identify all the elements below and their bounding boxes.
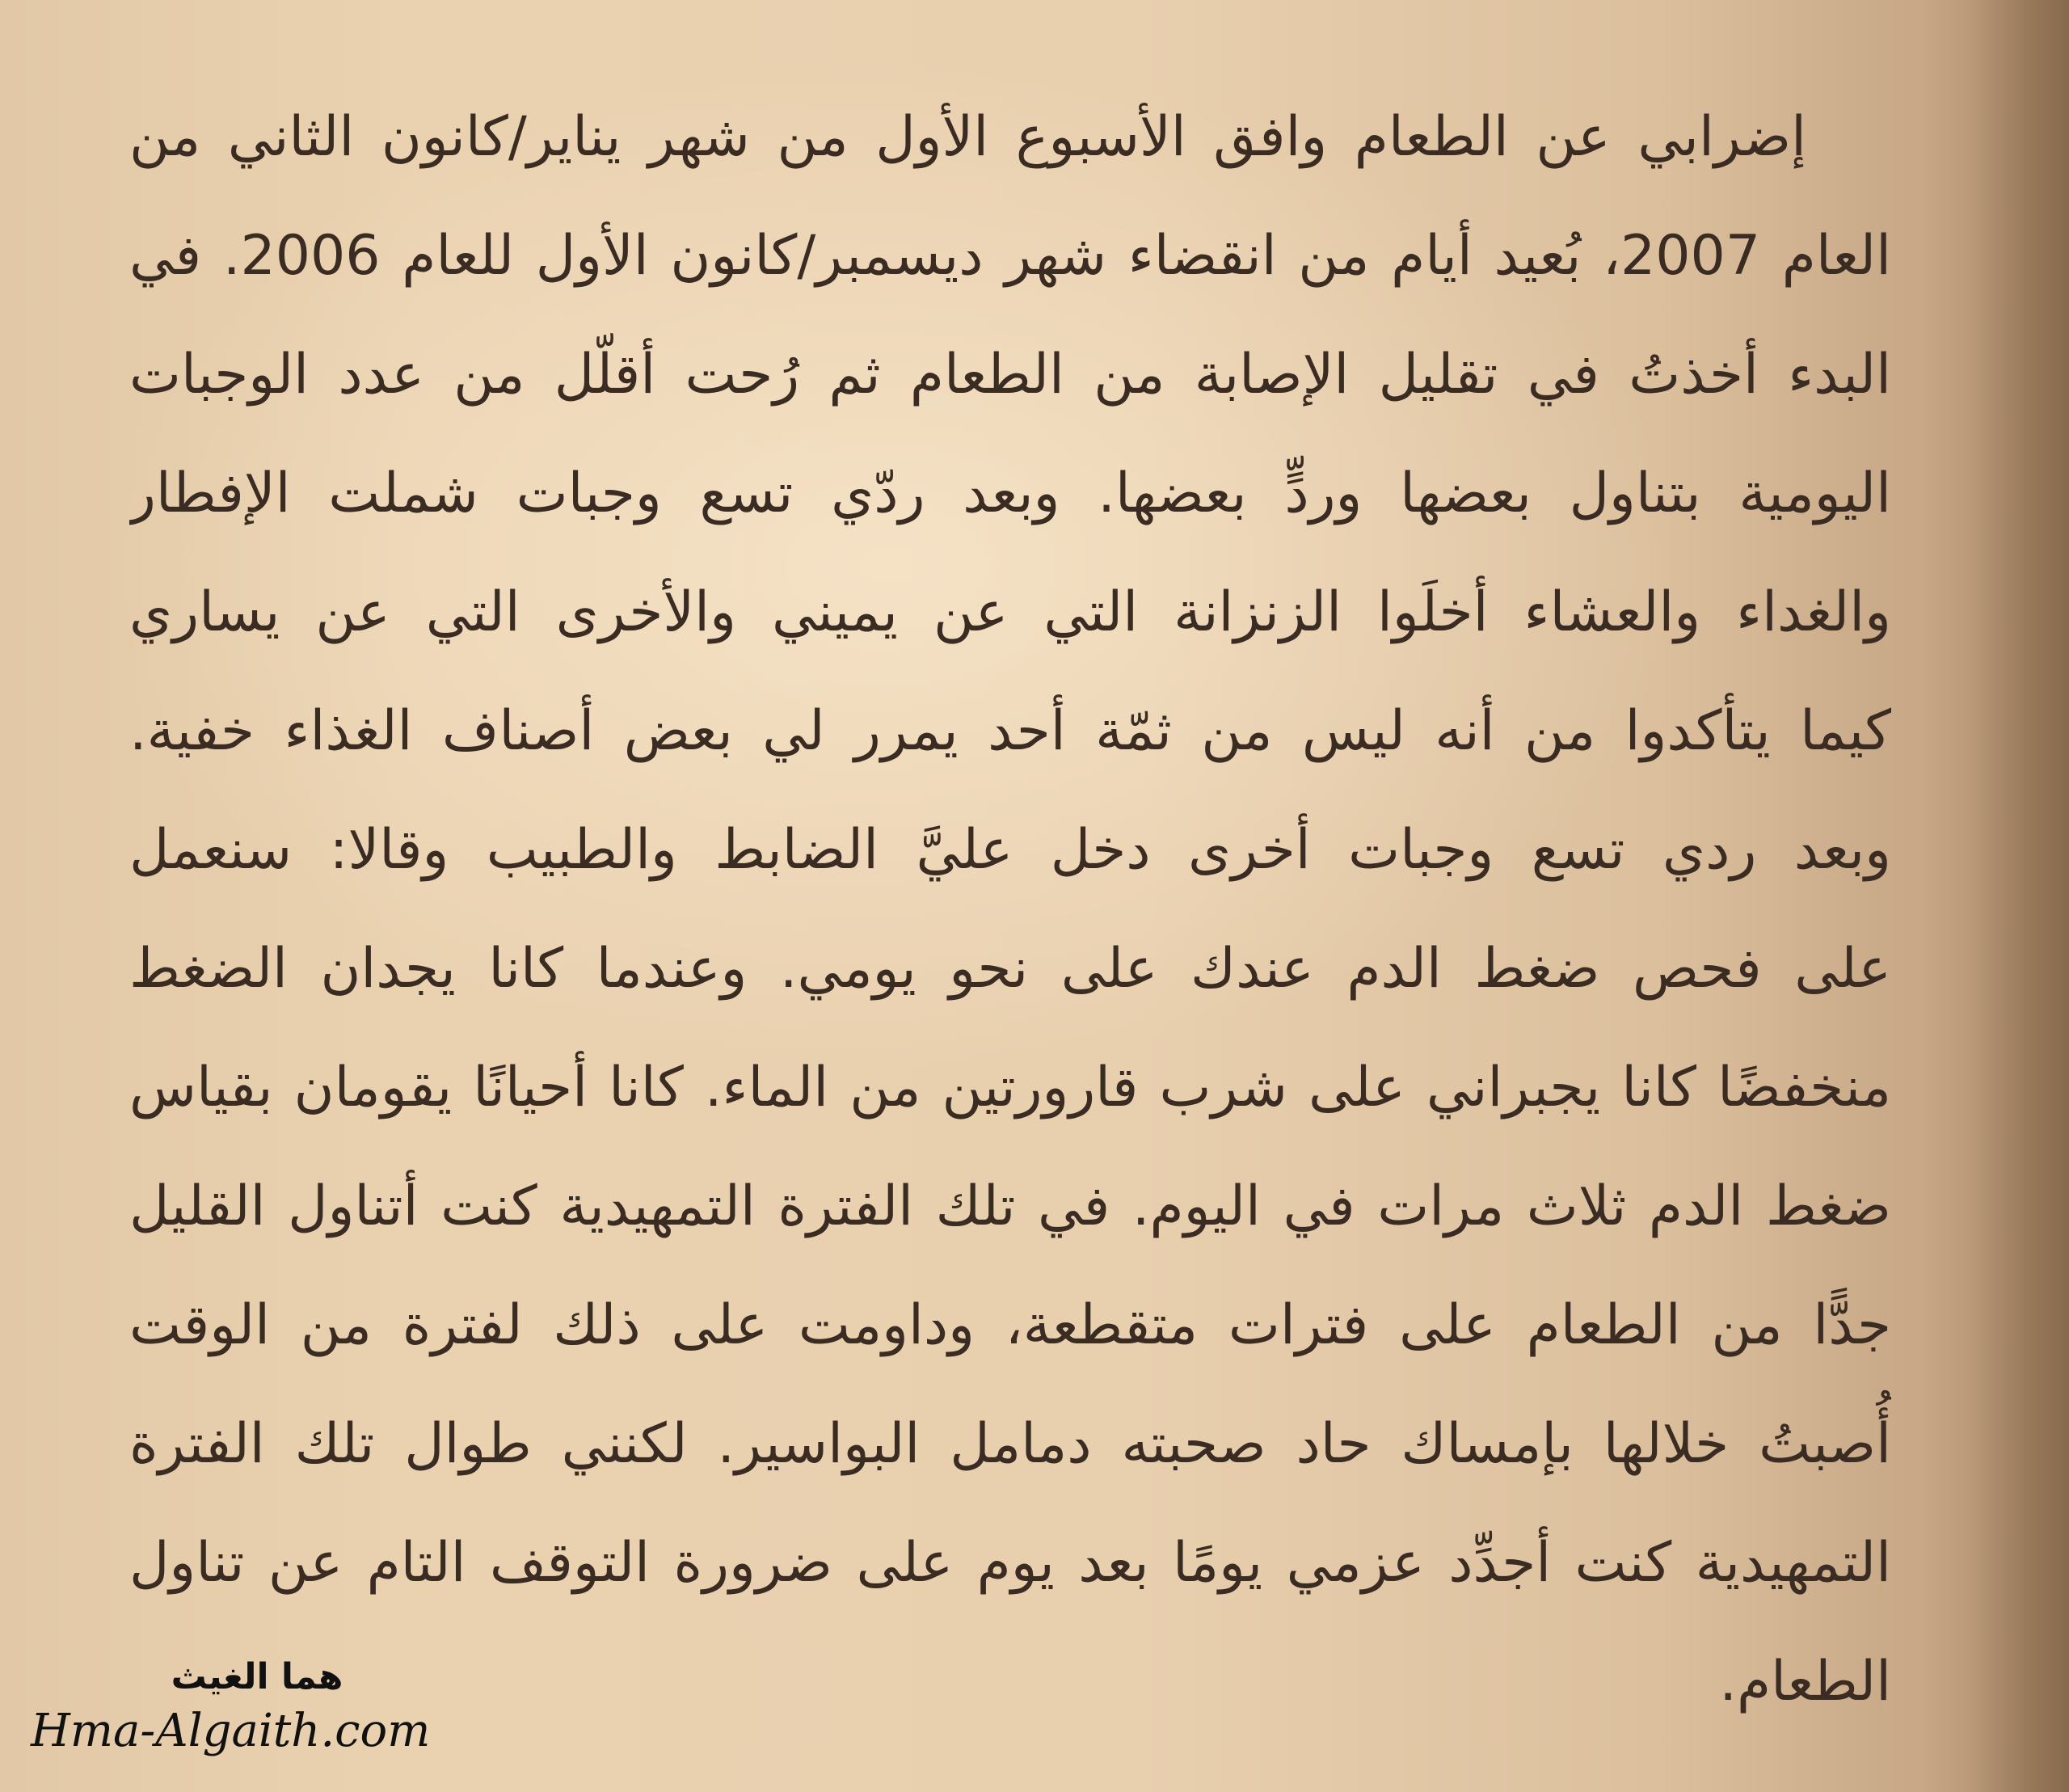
text-line-1: إضرابي عن الطعام وافق الأسبوع الأول من شهر يناير/كانون الثاني من <box>129 105 1806 169</box>
text-line-4: اليومية بتناول بعضها وردٍّ بعضها. وبعد ردّي تسع وجبات شملت الإفطار <box>129 462 1891 525</box>
text-line-9: منخفضًا كانا يجبراني على شرب قارورتين من الماء. كانا أحيانًا يقومان بقياس <box>129 1056 1891 1119</box>
text-line-3: البدء أخذتُ في تقليل الإصابة من الطعام ثم رُحت أقلّل من عدد الوجبات <box>129 343 1891 407</box>
text-line-13: التمهيدية كنت أجدِّد عزمي يومًا بعد يوم على ضرورة التوقف التام عن تناول <box>129 1531 1891 1595</box>
text-line-8: على فحص ضغط الدم عندك على نحو يومي. وعندما كانا يجدان الضغط <box>129 937 1891 1001</box>
text-line-6: كيما يتأكدوا من أنه ليس من ثمّة أحد يمرر لي بعض أصناف الغذاء خفية. <box>129 699 1891 763</box>
watermark-arabic: هما الغيث <box>171 1656 343 1697</box>
text-line-7: وبعد ردي تسع وجبات أخرى دخل عليَّ الضابط والطبيب وقالا: سنعمل <box>129 818 1891 882</box>
text-line-2: العام 2007، بُعيد أيام من انقضاء شهر ديسمبر/كانون الأول للعام 2006. في <box>129 224 1891 288</box>
text-line-11: جدًّا من الطعام على فترات متقطعة، وداومت على ذلك لفترة من الوقت <box>129 1293 1891 1357</box>
paragraph-text <box>129 78 1891 1741</box>
text-line-12: أُصبتُ خلالها بإمساك حاد صحبته دمامل البواسير. لكنني طوال تلك الفترة <box>129 1412 1891 1476</box>
text-line-5: والغداء والعشاء أخلَوا الزنزانة التي عن يميني والأخرى التي عن يساري <box>129 580 1891 644</box>
text-line-14: الطعام. <box>1719 1650 1891 1714</box>
watermark-url: Hma-Algaith.com <box>31 1705 431 1757</box>
text-line-10: ضغط الدم ثلاث مرات في اليوم. في تلك الفترة التمهيدية كنت أتناول القليل <box>129 1174 1891 1238</box>
watermark <box>31 1653 483 1774</box>
page-edge-shadow <box>1972 0 2069 1792</box>
